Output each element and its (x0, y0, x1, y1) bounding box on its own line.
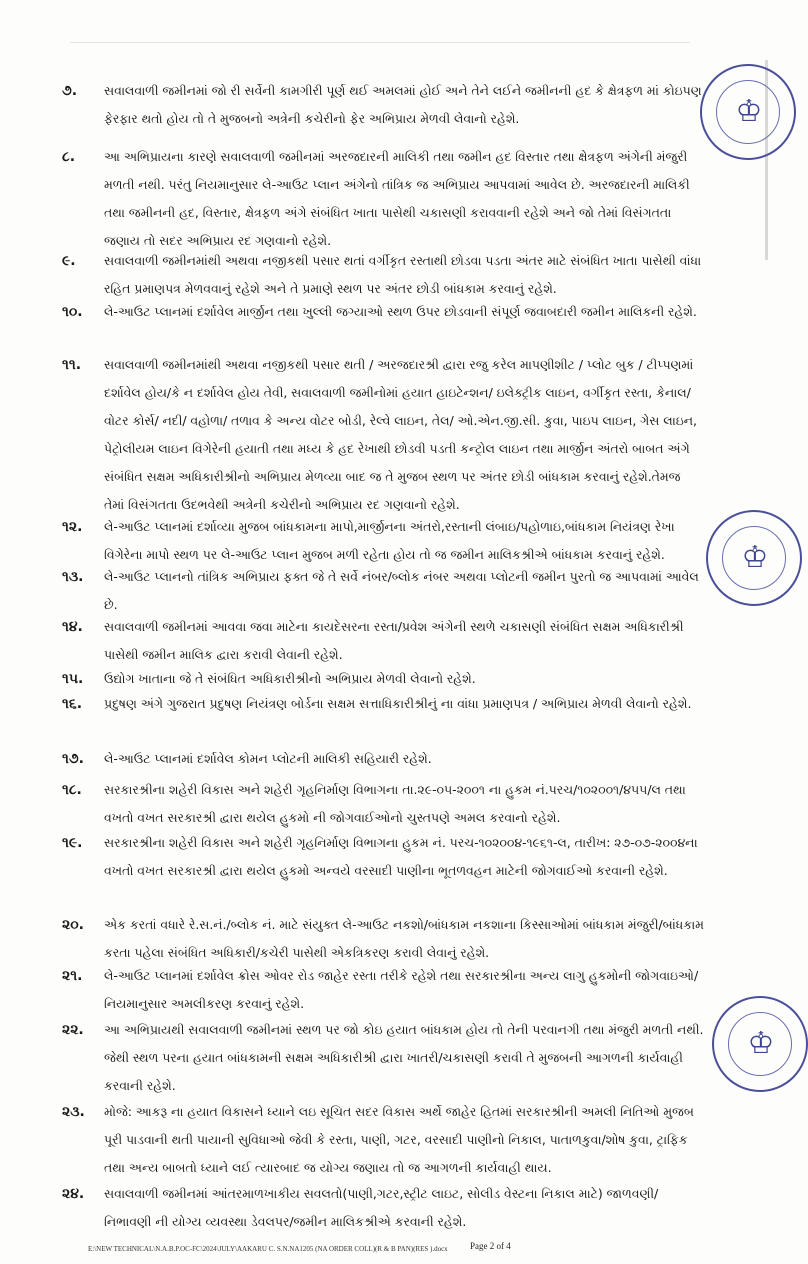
clause-number: ૯. (62, 253, 76, 269)
clause-text: મોજે: આકરૂ ના હયાત વિકાસને ધ્યાને લઇ સૂચિત સદર વિકાસ અર્થે જાહેર હિતમાં સરકારશ્રીની અમલી નિતિઓ મુજબ પૂરી પાડવાની થતી પાયાની સુવિધાઓ જેવી કે રસ્તા, પાણી, ગટર, વરસાદી પાણીનો નિકાલ, પાતાળકુવા/શોષ કુવા, ટ્રાફિક તથા અન્ય બાબતો ધ્યાને લઈ ત્યારબાદ જ યોગ્ય જણાય તો જ આગળની કાર્યવાહી થાય. (104, 1104, 694, 1175)
national-emblem-icon: ♔ (747, 1026, 775, 1061)
clause-text: સરકારશ્રીના શહેરી વિકાસ અને શહેરી ગૃહનિર્માણ વિભાગના હુકમ નં. પરચ-૧૦૨૦૦૪-૧૯૬૧-લ, તારીખ: ૨૭-૦૭-૨૦૦૪ના વખતો વખત સરકારશ્રી દ્વારા થયેલ હુકમો અન્વયે વરસાદી પાણીના ભૂતળવહન માટેની જોગવાઈઓ કરવાની રહેશે. (104, 835, 698, 878)
clause-text: સવાલવાળી જમીનમાં જો રી સર્વેની કામગીરી પૂર્ણ થઈ અમલમાં હોઈ અને તેને લઈને જમીનની હદ કે ક્ષેત્રફળ માં કોઇપણ ફેરફાર થતો હોય તો તે મુજબનો અત્રેની કચેરીનો ફેર અભિપ્રાય મેળવી લેવાનો રહેશે. (104, 83, 702, 126)
national-emblem-icon: ♔ (735, 94, 763, 129)
clause-text: લે-આઉટ પ્લાનમાં દર્શાવ્યા મુજબ બાંધકામના માપો,માર્જીનના અંતરો,રસ્તાની લંબાઇ/પહોળાઇ,બાંધકામ નિયંત્રણ રેખા વિગેરેના માપો સ્થળ પર લે-આઉટ પ્લાન મુજબ મળી રહેતા હોય તો જ જમીન માલિકશ્રીએ બાંધકામ કરવાનું રહેશે. (104, 519, 675, 562)
clause-text: લે-આઉટ પ્લાનમાં દર્શાવેલ કોમન પ્લોટની માલિકી સહિયારી રહેશે. (104, 751, 432, 766)
clause-number: ૨૩. (62, 1104, 85, 1120)
official-seal-stamp (700, 64, 796, 160)
clause-text: લે-આઉટ પ્લાનનો તાંત્રિક અભિપ્રાય ફક્ત જે તે સર્વે નંબર/બ્લોક નંબર અથવા પ્લોટની જમીન પુરતો જ આપવામાં આવેલ છે. (104, 569, 699, 612)
official-seal-stamp (712, 996, 808, 1092)
clause-number: ૧૪. (62, 619, 83, 635)
clause-number: ૨૨. (62, 1022, 84, 1038)
clause-number: ૮. (62, 149, 76, 165)
page-number: Page 2 of 4 (470, 1241, 511, 1251)
clause-text: સવાલવાળી જમીનમાં આવવા જવા માટેના કાયદેસરના રસ્તા/પ્રવેશ અંગેની સ્થળે ચકાસણી સંબંધિત સક્ષમ અધિકારીશ્રી પાસેથી જમીન માલિક દ્વારા કરાવી લેવાની રહેશે. (104, 619, 684, 662)
clause-text: આ અભિપ્રાયથી સવાલવાળી જમીનમાં સ્થળ પર જો કોઇ હયાત બાંધકામ હોય તો તેની પરવાનગી તથા મંજુરી મળતી નથી. જેથી સ્થળ પરના હયાત બાંધકામની સક્ષમ અધિકારીશ્રી દ્વારા ખાતરી/ચકાસણી કરાવી તે મુજબની આગળની કાર્યવાહી કરવાની રહેશે. (104, 1022, 704, 1093)
clause-number: ૧૩. (62, 569, 84, 585)
clause-number: ૭. (62, 83, 78, 99)
scan-edge-line (70, 42, 690, 43)
clause-number: ૨૧. (62, 968, 83, 984)
footer-file-path: E:\NEW TECHNICAL\N.A.B.P.OC-FC\2024\JULY\AAKARU C. S.N.NA1205 (NA ORDER COLL)(R & B PAN)(RES ).docx (88, 1245, 448, 1253)
clause-number: ૧૦. (62, 304, 83, 320)
clause-number: ૧૬. (62, 696, 83, 712)
clause-number: ૨૪. (62, 1186, 85, 1202)
clause-text: ઉદ્યોગ ખાતાના જે તે સંબંધિત અધિકારીશ્રીનો અભિપ્રાય મેળવી લેવાનો રહેશે. (104, 671, 476, 686)
clause-text: લે-આઉટ પ્લાનમાં દર્શાવેલ માર્જીન તથા ખુલ્લી જગ્યાઓ સ્થળ ઉપર છોડવાની સંપૂર્ણ જવાબદારી જમીન માલિકની રહેશે. (104, 304, 697, 319)
clause-number: ૧૧. (62, 357, 82, 373)
clause-text: લે-આઉટ પ્લાનમાં દર્શાવેલ ક્રોસ ઓવર રોડ જાહેર રસ્તા તરીકે રહેશે તથા સરકારશ્રીના અન્ય લાગુ હુકમોની જોગવાઇઓ/નિયમાનુસાર અમલીકરણ કરવાનું રહેશે. (104, 968, 699, 1011)
clause-number: ૧૭. (62, 751, 84, 767)
clause-text: સવાલવાળી જમીનમાં આંતરમાળખાકીય સવલતો(પાણી,ગટર,સ્ટ્રીટ લાઇટ, સોલીડ વેસ્ટના નિકાલ માટે) જાળવણી/ નિભાવણી ની યોગ્ય વ્યવસ્થા ડેવલપર/જમીન માલિકશ્રીએ કરવાની રહેશે. (104, 1186, 659, 1229)
clause-number: ૨૦. (62, 917, 84, 933)
clause-text: એક કરતાં વધારે રે.સ.નં./બ્લોક નં. માટે સંયુક્ત લે-આઉટ નકશો/બાંધકામ નકશાના કિસ્સાઓમાં બાંધકામ મંજુરી/બાંધકામ કરતા પહેલા સંબંધિત અધિકારી/કચેરી પાસેથી એકત્રિકરણ કરાવી લેવાનું રહેશે. (104, 917, 704, 960)
official-seal-stamp (706, 510, 802, 606)
clause-number: ૧૯. (62, 835, 83, 851)
clause-text: સવાલવાળી જમીનમાંથી અથવા નજીકથી પસાર થતી / અરજદારશ્રી દ્વારા રજુ કરેલ માપણીશીટ / પ્લોટ બુક / ટીપ્પણમાં દર્શાવેલ હોય/કે ન દર્શાવેલ હોય તેવી, સવાલવાળી જમીનોમાં હયાત હાઇટેન્શન/ ઇલેક્ટ્રીક લાઇન, વર્ગીકૃત રસ્તા, કેનાલ/ વોટર કોર્સ/ નદી/ વહોળા/ તળાવ કે અન્ય વોટર બોડી, રેલ્વે લાઇન, તેલ/ ઓ.એન.જી.સી. કુવા, પાઇપ લાઇન, ગેસ લાઇન, પેટ્રોલીયમ લાઇન વિગેરેની હયાતી તથા મધ્ય કે હદ રેખાથી છોડવી પડતી કન્ટ્રોલ લાઇન તથા માર્જીન અંતરો બાબત અંગે સંબંધિત સક્ષમ અધિકારીશ્રીનો અભિપ્રાય મેળવ્યા બાદ જ તે મુજબ સ્થળ પર અંતર છોડી બાંધકામ કરવાનું રહેશે.તેમજ તેમાં વિસંગતતા ઉદભવેથી અત્રેની કચેરીનો અભિપ્રાય રદ ગણવાનો રહેશે. (104, 357, 697, 512)
national-emblem-icon: ♔ (741, 540, 769, 575)
clause-number: ૧૨. (62, 519, 83, 535)
clause-text: સવાલવાળી જમીનમાંથી અથવા નજીકથી પસાર થતાં વર્ગીકૃત રસ્તાથી છોડવા પડતા અંતર માટે સંબંધિત ખાતા પાસેથી વાંધા રહિત પ્રમાણપત્ર મેળવવાનું રહેશે અને તે પ્રમાણે સ્થળ પર અંતર છોડી બાંધકામ કરવાનું રહેશે. (104, 253, 702, 296)
clause-number: ૧૮. (62, 782, 82, 798)
clause-text: સરકારશ્રીના શહેરી વિકાસ અને શહેરી ગૃહનિર્માણ વિભાગના તા.૨૯-૦૫-૨૦૦૧ ના હુકમ નં.પરચ/૧૦૨૦૦૧/૪૫૫/લ તથા વખતો વખત સરકારશ્રી દ્વારા થયેલ હુકમો ની જોગવાઈઓનો ચુસ્તપણે અમલ કરવાનો રહેશે. (104, 782, 686, 825)
clause-number: ૧૫. (62, 671, 84, 687)
clause-text: પ્રદુષણ અંગે ગુજરાત પ્રદુષણ નિયંત્રણ બોર્ડના સક્ષમ સત્તાધિકારીશ્રીનું ના વાંધા પ્રમાણપત્ર / અભિપ્રાય મેળવી લેવાનો રહેશે. (104, 696, 692, 711)
clause-text: આ અભિપ્રાયના કારણે સવાલવાળી જમીનમાં અરજદારની માલિકી તથા જમીન હદ વિસ્તાર તથા ક્ષેત્રફળ અંગેની મંજુરી મળતી નથી. પરંતુ નિયમાનુસાર લે-આઉટ પ્લાન અંગેનો તાંત્રિક જ અભિપ્રાય આપવામાં આવેલ છે. અરજદારની માલિકી તથા જમીનની હદ, વિસ્તાર, ક્ષેત્રફળ અંગે સંબંધિત ખાતા પાસેથી ચકાસણી કરાવવાની રહેશે અને જો તેમાં વિસંગતતા જણાય તો સદર અભિપ્રાય રદ ગણવાનો રહેશે. (104, 149, 690, 248)
